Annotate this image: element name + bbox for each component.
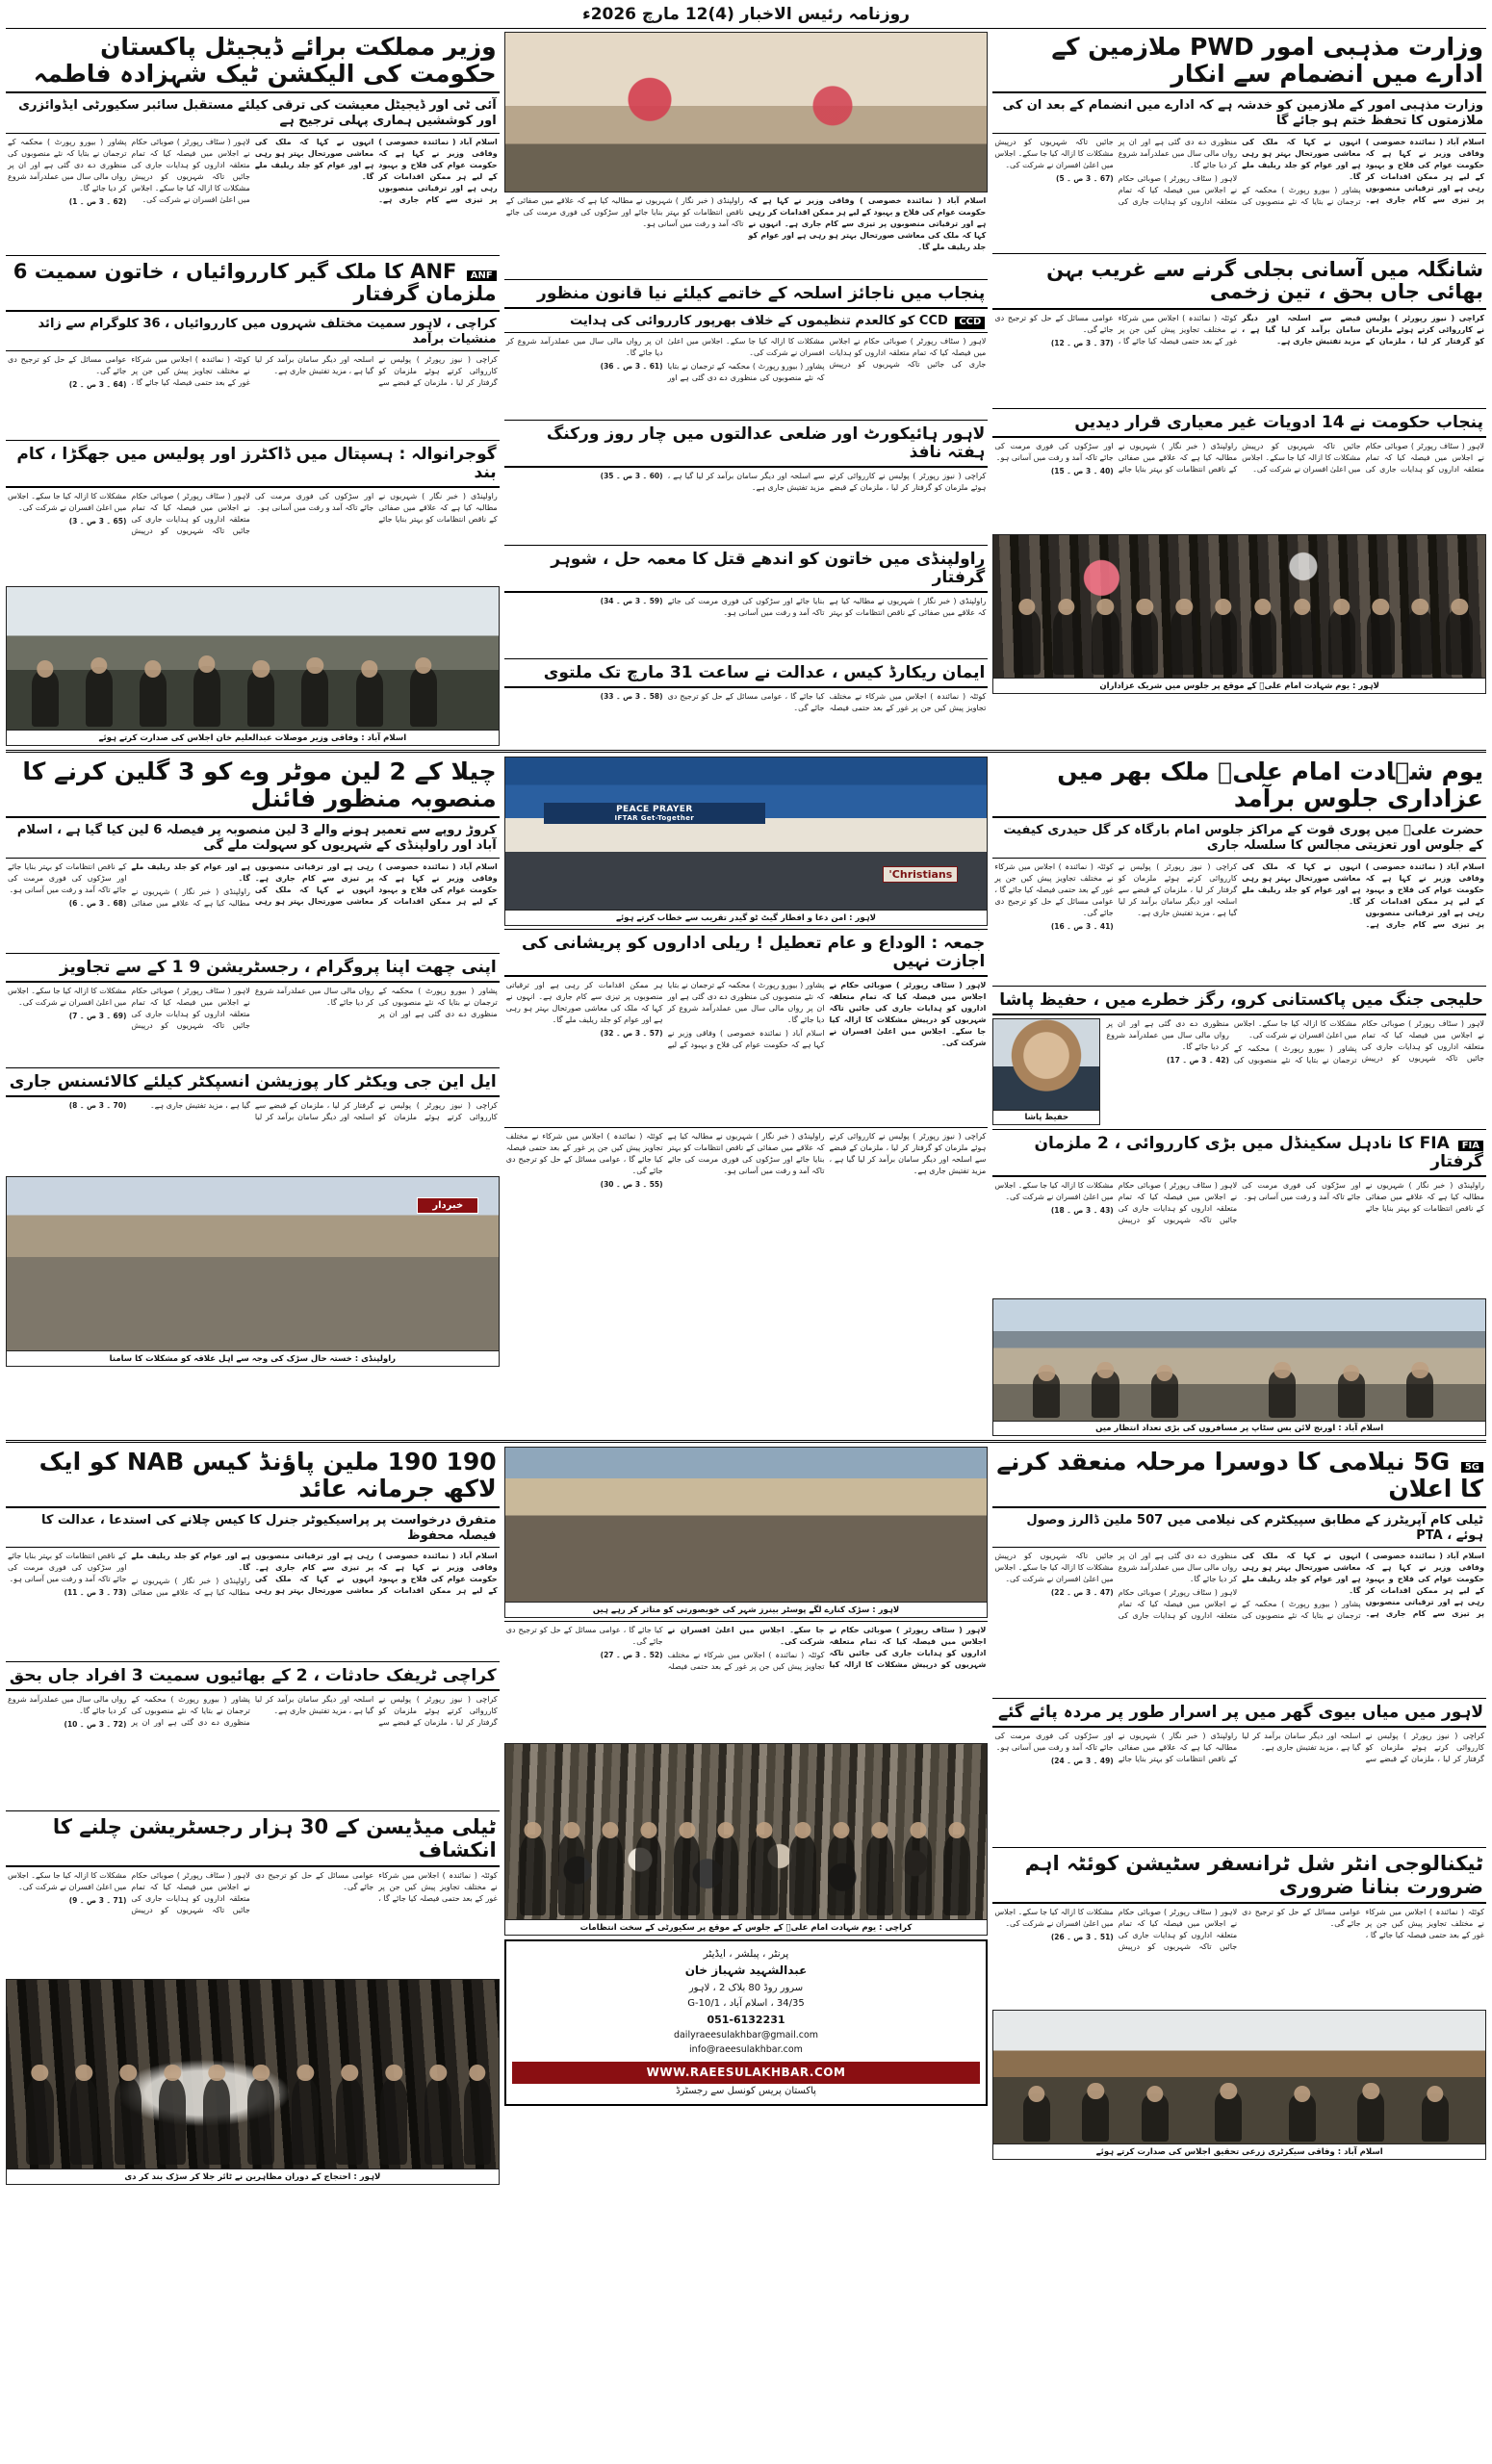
divider — [504, 1127, 989, 1128]
story-shangla-body: کراچی ( نیوز رپورٹر ) پولیس نے کارروائی کرتے ہوئے ملزمان کو گرفتار کر لیا ، ملزمان کے قبضے سے اسلحہ اور دیگر سامان برآمد کر لیا گیا ہے ، مزید تفتیش جاری ہے۔ کوئٹہ ( نمائندہ ) اجلاس میں شرکاء نے مختلف تجاویز پیش کیں جن پر غور کے بعد حتمی فیصلہ کیا جائے گا ، عوامی مسائل کے حل کو ترجیح دی جائے گی۔ (37 ۔ 3 ص ۔ 12) — [994, 313, 1484, 347]
story-lahore-house-body: کراچی ( نیوز رپورٹر ) پولیس نے کارروائی کرتے ہوئے ملزمان کو گرفتار کر لیا ، ملزمان کے قبضے سے اسلحہ اور دیگر سامان برآمد کر لیا گیا ہے ، مزید تفتیش جاری ہے۔ راولپنڈی ( خبر نگار ) شہریوں نے مطالبہ کیا ہے کہ علاقے میں صفائی کے ناقص انتظامات کو بہتر بنایا جائے اور سڑکوں کی فوری مرمت کی جائے تاکہ آمد و رفت میں آسانی ہو۔ (49 ۔ 3 ص ۔ 24) — [994, 1732, 1484, 1766]
imprint-address-2: 34/35 ، اسلام آباد ، G-10/1 — [687, 1997, 805, 2009]
divider — [6, 255, 500, 256]
story-alanis-body: کراچی ( نیوز رپورٹر ) پولیس نے کارروائی کرتے ہوئے ملزمان کو گرفتار کر لیا ، ملزمان کے قبضے سے اسلحہ اور دیگر سامان برآمد کر لیا گیا ہے ، مزید تفتیش جاری ہے۔ (70 ۔ 3 ص ۔ 8) — [68, 1100, 498, 1121]
divider — [992, 1698, 1486, 1699]
headline-shahadat[interactable]: یوم شہادت امام علیؓ ملک بھر میں عزاداری جلوس برآمد — [992, 757, 1486, 818]
photo-poster — [504, 1447, 989, 1618]
headline-pwd[interactable] — [992, 32, 1486, 93]
headline-digital[interactable]: وزیر مملکت برائے ڈیجیٹل پاکستان حکومت کی الیکشن ٹیک شہزادہ فاطمہ — [6, 32, 500, 93]
g5-tag: 5G — [1461, 1462, 1483, 1473]
photo-bus-caption: اسلام آباد : اورنج لائن بس سٹاپ پر مسافروں کی بڑی تعداد انتظار میں — [993, 1421, 1485, 1435]
masthead-title: روزنامہ رئیس الاخبار (4)12 مارچ 2026ء — [581, 5, 911, 24]
photo-karachi-procession — [504, 1743, 989, 1936]
story-naris-body: کوئٹہ ( نمائندہ ) اجلاس میں شرکاء نے مختلف تجاویز پیش کیں جن پر غور کے بعد حتمی فیصلہ کیا جائے گا ، عوامی مسائل کے حل کو ترجیح دی جائے گی۔ لاہور ( سٹاف رپورٹر ) صوبائی حکام نے اجلاس میں فیصلہ کیا کہ تمام متعلقہ اداروں کو ہدایات جاری کی جائیں تاکہ شہریوں کو درپیش مشکلات کا ازالہ کیا جا سکے۔ اجلاس میں اعلیٰ افسران نے شرکت کی۔ (51 ۔ 3 ص ۔ 26) — [994, 1908, 1484, 1952]
headline-lahore-house[interactable]: لاہور میں میاں بیوی گھر میں پر اسرار طور پر مردہ پائے گئے — [992, 1702, 1486, 1728]
headline-rawalpindi-woman[interactable]: راولپنڈی میں خاتون کو اندھے قتل کا معمہ حل ، شوہر گرفتار — [504, 549, 989, 593]
story-helicopter-body: لاہور ( سٹاف رپورٹر ) صوبائی حکام نے اجلاس میں فیصلہ کیا کہ تمام متعلقہ اداروں کو ہدایات جاری کی جائیں تاکہ شہریوں کو درپیش مشکلات کا ازالہ کیا جا سکے۔ اجلاس میں اعلیٰ افسران نے شرکت کی۔ پشاور ( بیورو رپورٹ ) محکمہ کے ترجمان نے بتایا کہ نئے منصوبوں کی منظوری دے دی گئی ہے اور ان پر رواں مالی سال میں عملدرآمد شروع کر دیا جائے گا۔ (42 ۔ 3 ص ۔ 17) — [1106, 1018, 1484, 1065]
subhead-pwd: وزارت مذہبی امور کے ملازمین کو خدشہ ہے کہ ادارے میں انضمام کے بعد ان کی ملازمتوں کا تحفظ ختم ہو جائے گا — [992, 96, 1486, 134]
imprint-email-alt[interactable]: info@raeesulakhbar.com — [689, 2044, 803, 2056]
street-warning-sign: خبردار — [417, 1197, 478, 1214]
story-pwd-body: اسلام آباد ( نمائندہ خصوصی ) وفاقی وزیر نے کہا ہے کہ حکومت عوام کی فلاح و بہبود کے لیے ہر ممکن اقدامات کر رہی ہے اور ترقیاتی منصوبوں پر تیزی سے کام جاری ہے۔ انہوں نے کہا کہ ملک کی معاشی صورتحال بہتر ہو رہی ہے اور عوام کو جلد ریلیف ملے گا۔ پشاور ( بیورو رپورٹ ) محکمہ کے ترجمان نے بتایا کہ نئے منصوبوں کی منظوری دے دی گئی ہے اور ان پر رواں مالی سال میں عملدرآمد شروع کر دیا جائے گا۔ لاہور ( سٹاف رپورٹر ) صوبائی حکام نے اجلاس میں فیصلہ کیا کہ تمام متعلقہ اداروں کو ہدایات جاری کی جائیں تاکہ شہریوں کو درپیش مشکلات کا ازالہ کیا جا سکے۔ اجلاس میں اعلیٰ افسران نے شرکت کی۔ (67 ۔ 3 ص ۔ 5) — [994, 137, 1484, 206]
column-left-3 — [6, 1447, 500, 2186]
headline-5g[interactable]: 5G 5G نیلامی کا دوسرا مرحلہ منعقد کرنے کا اعلان — [992, 1447, 1486, 1508]
divider — [992, 408, 1486, 409]
divider — [504, 658, 989, 659]
column-left-2 — [6, 757, 500, 1436]
row-three — [6, 1447, 1486, 2186]
ccd-tag: CCD — [955, 317, 985, 329]
column-center-3 — [504, 1447, 989, 2186]
photo-rally-caption: لاہور : یوم شہادت امام علیؓ کے موقع پر جلوس میں شریک عزاداران — [993, 678, 1485, 693]
column-center-2 — [504, 757, 989, 1436]
row-two — [6, 757, 1486, 1436]
subhead-shahadat: حضرت علیؓ میں پوری قوت کے مراکز جلوس امام بارگاہ کر گل حیدری کیفیت کے جلوس اور تعزیتی مجالس کا سلسلہ جاری — [992, 821, 1486, 859]
nab-number: 190 — [446, 1447, 497, 1476]
subhead-ccd: CCD CCD کو کالعدم تنظیموں کے خلاف بھرپور کارروائی کی ہدایت — [504, 312, 989, 333]
story-gujranwala-body: راولپنڈی ( خبر نگار ) شہریوں نے مطالبہ کیا ہے کہ علاقے میں صفائی کے ناقص انتظامات کو بہتر بنایا جائے اور سڑکوں کی فوری مرمت کی جائے تاکہ آمد و رفت میں آسانی ہو۔ لاہور ( سٹاف رپورٹر ) صوبائی حکام نے اجلاس میں فیصلہ کیا کہ تمام متعلقہ اداروں کو ہدایات جاری کی جائیں تاکہ شہریوں کو درپیش مشکلات کا ازالہ کیا جا سکے۔ اجلاس میں اعلیٰ افسران نے شرکت کی۔ (65 ۔ 3 ص ۔ 3) — [8, 492, 498, 536]
anf-tag: ANF — [467, 270, 497, 281]
imprint-box — [504, 1939, 989, 2106]
photo-meeting-isb — [6, 586, 500, 746]
headline-nab190[interactable]: 190 190 ملین پاؤنڈ کیس NAB کو ایک لاکھ جرمانہ عائد — [6, 1447, 500, 1508]
parc-figures — [993, 2011, 1485, 2143]
headline-fia[interactable]: FIA FIA کا نادہل سکینڈل میں بڑی کارروائی ، 2 ملزمان گرفتار — [992, 1133, 1486, 1177]
divider — [504, 279, 989, 280]
story-iman-body: کوئٹہ ( نمائندہ ) اجلاس میں شرکاء نے مختلف تجاویز پیش کیں جن پر غور کے بعد حتمی فیصلہ کیا جائے گا ، عوامی مسائل کے حل کو ترجیح دی جائے گی۔ (58 ۔ 3 ص ۔ 33) — [600, 692, 987, 713]
imprint-phone[interactable]: 051-6132231 — [707, 2013, 785, 2026]
divider — [504, 545, 989, 546]
headline-anf[interactable]: ANF ANF کا ملک گیر کارروائیاں ، خاتون سمیت 6 ملزمان گرفتار — [6, 259, 500, 312]
imprint-reg-note: پاکستان پریس کونسل سے رجسٹرڈ — [676, 2085, 816, 2096]
headline-naris[interactable]: ٹیکنالوجی انٹر شل ٹرانسفر سٹیشن کوئٹہ اہم ضرورت بنانا ضروری — [992, 1851, 1486, 1904]
divider — [6, 440, 500, 441]
photo-peace-caption: لاہور : امن دعا و افطار گیٹ ٹو گیدر تقریب سے خطاب کرتے ہوئے — [505, 910, 988, 925]
headline-shangla[interactable]: شانگلہ میں آسانی بجلی گرنے سے غریب بہن بھائی جاں بحق ، تین زخمی — [992, 257, 1486, 310]
photo-smoke-protest — [6, 1979, 500, 2185]
headline-karachi-accident[interactable]: کراچی ٹریفک حادثات ، 2 کے بھائیوں سمیت 3 افراد جاں بحق — [6, 1665, 500, 1691]
divider — [6, 953, 500, 954]
imprint-email[interactable]: dailyraeesulakhbar@gmail.com — [673, 2030, 819, 2041]
photo-rally — [992, 534, 1486, 694]
headline-punjab-ccd[interactable]: پنجاب میں ناجائز اسلحہ کے خاتمے کیلئے نیا قانون منظور — [504, 283, 989, 309]
photo-meeting-caption: اسلام آباد : وفاقی وزیر موصلات عبدالعلیم خان اجلاس کی صدارت کرتے ہوئے — [7, 730, 499, 745]
story-anf-body: کراچی ( نیوز رپورٹر ) پولیس نے کارروائی کرتے ہوئے ملزمان کو گرفتار کر لیا ، ملزمان کے قبضے سے اسلحہ اور دیگر سامان برآمد کر لیا گیا ہے ، مزید تفتیش جاری ہے۔ کوئٹہ ( نمائندہ ) اجلاس میں شرکاء نے مختلف تجاویز پیش کیں جن پر غور کے بعد حتمی فیصلہ کیا جائے گا ، عوامی مسائل کے حل کو ترجیح دی جائے گی۔ (64 ۔ 3 ص ۔ 2) — [8, 355, 498, 390]
photo-portrait-hafeez — [992, 1018, 1100, 1125]
headline-punjab-medicine[interactable]: پنجاب حکومت نے 14 ادویات غیر معیاری قرار دیدیں — [992, 412, 1486, 438]
story-center-3a: لاہور ( سٹاف رپورٹر ) صوبائی حکام نے اجلاس میں فیصلہ کیا کہ تمام متعلقہ اداروں کو ہدایات جاری کی جائیں تاکہ شہریوں کو درپیش مشکلات کا ازالہ کیا جا سکے۔ اجلاس میں اعلیٰ افسران نے شرکت کی۔ کوئٹہ ( نمائندہ ) اجلاس میں شرکاء نے مختلف تجاویز پیش کیں جن پر غور کے بعد حتمی فیصلہ کیا جائے گا ، عوامی مسائل کے حل کو ترجیح دی جائے گی۔ (52 ۔ 3 ص ۔ 27) — [505, 1625, 987, 1671]
photo-peace-prayer — [504, 757, 989, 926]
photo-shrine — [504, 32, 989, 192]
story-center-top: اسلام آباد ( نمائندہ خصوصی ) وفاقی وزیر نے کہا ہے کہ حکومت عوام کی فلاح و بہبود کے لیے ہر ممکن اقدامات کر رہی ہے اور ترقیاتی منصوبوں پر تیزی سے کام جاری ہے۔ انہوں نے کہا کہ ملک کی معاشی صورتحال بہتر ہو رہی ہے اور عوام کو جلد ریلیف ملے گا۔ راولپنڈی ( خبر نگار ) شہریوں نے مطالبہ کیا ہے کہ علاقے میں صفائی کے ناقص انتظامات کو بہتر بنایا جائے اور سڑکوں کی فوری مرمت کی جائے تاکہ آمد و رفت میں آسانی ہو۔ — [505, 196, 987, 251]
headline-iman-record[interactable]: ایمان ریکارڈ کیس ، عدالت نے ساعت 31 مارچ تک ملتوی — [504, 662, 989, 688]
story-medicine-body: لاہور ( سٹاف رپورٹر ) صوبائی حکام نے اجلاس میں فیصلہ کیا کہ تمام متعلقہ اداروں کو ہدایات جاری کی جائیں تاکہ شہریوں کو درپیش مشکلات کا ازالہ کیا جا سکے۔ اجلاس میں اعلیٰ افسران نے شرکت کی۔ راولپنڈی ( خبر نگار ) شہریوں نے مطالبہ کیا ہے کہ علاقے میں صفائی کے ناقص انتظامات کو بہتر بنایا جائے اور سڑکوں کی فوری مرمت کی جائے تاکہ آمد و رفت میں آسانی ہو۔ (40 ۔ 3 ص ۔ 15) — [994, 441, 1484, 475]
headline-blue-line[interactable]: اپنی چھت اپنا پروگرام ، رجسٹریشن 9 1 کے سے تجاویز — [6, 957, 500, 983]
imprint-website[interactable]: WWW.RAEESULAKHBAR.COM — [512, 2062, 981, 2084]
story-shahadat-body: اسلام آباد ( نمائندہ خصوصی ) وفاقی وزیر نے کہا ہے کہ حکومت عوام کی فلاح و بہبود کے لیے ہر ممکن اقدامات کر رہی ہے اور ترقیاتی منصوبوں پر تیزی سے کام جاری ہے۔ انہوں نے کہا کہ ملک کی معاشی صورتحال بہتر ہو رہی ہے اور عوام کو جلد ریلیف ملے گا۔ کراچی ( نیوز رپورٹر ) پولیس نے کارروائی کرتے ہوئے ملزمان کو گرفتار کر لیا ، ملزمان کے قبضے سے اسلحہ اور دیگر سامان برآمد کر لیا گیا ہے ، مزید تفتیش جاری ہے۔ کوئٹہ ( نمائندہ ) اجلاس میں شرکاء نے مختلف تجاویز پیش کیں جن پر غور کے بعد حتمی فیصلہ کیا جائے گا ، عوامی مسائل کے حل کو ترجیح دی جائے گی۔ (41 ۔ 3 ص ۔ 16) — [994, 861, 1484, 931]
headline-telemedicine[interactable]: ٹیلی میڈیسن کے 30 ہزار رجسٹریشن چلنے کا انکشاف — [6, 1814, 500, 1867]
photo-street-caption: راولپنڈی : خستہ حال سڑک کی وجہ سے اہل علاقہ کو مشکلات کا سامنا — [7, 1350, 499, 1366]
meeting-figures — [7, 587, 499, 730]
divider — [6, 1067, 500, 1068]
headline-alanis[interactable]: ایل این جی ویکٹر کار پوزیشن انسپکٹر کیلئے کالائسنس جاری — [6, 1071, 500, 1097]
section-divider-1 — [6, 750, 1486, 753]
fia-tag: FIA — [1458, 1141, 1483, 1151]
story-accident-body: کراچی ( نیوز رپورٹر ) پولیس نے کارروائی کرتے ہوئے ملزمان کو گرفتار کر لیا ، ملزمان کے قبضے سے اسلحہ اور دیگر سامان برآمد کر لیا گیا ہے ، مزید تفتیش جاری ہے۔ پشاور ( بیورو رپورٹ ) محکمہ کے ترجمان نے بتایا کہ نئے منصوبوں کی منظوری دے دی گئی ہے اور ان پر رواں مالی سال میں عملدرآمد شروع کر دیا جائے گا۔ (72 ۔ 3 ص ۔ 10) — [8, 1695, 498, 1730]
story-telemedicine-body: کوئٹہ ( نمائندہ ) اجلاس میں شرکاء نے مختلف تجاویز پیش کیں جن پر غور کے بعد حتمی فیصلہ کیا جائے گا ، عوامی مسائل کے حل کو ترجیح دی جائے گی۔ لاہور ( سٹاف رپورٹر ) صوبائی حکام نے اجلاس میں فیصلہ کیا کہ تمام متعلقہ اداروں کو ہدایات جاری کی جائیں تاکہ شہریوں کو درپیش مشکلات کا ازالہ کیا جا سکے۔ اجلاس میں اعلیٰ افسران نے شرکت کی۔ (71 ۔ 3 ص ۔ 9) — [8, 1871, 498, 1915]
headline-helicopter[interactable]: حلیجی جنگ میں پاکستانی کرو، رگز خطرے میں ، حفیظ پاشا — [992, 989, 1486, 1015]
column-right-2 — [992, 757, 1486, 1436]
divider — [504, 1621, 989, 1622]
row-top — [6, 32, 1486, 746]
column-center — [504, 32, 989, 746]
column-right — [992, 32, 1486, 746]
column-right-3 — [992, 1447, 1486, 2186]
photo-parc-caption: اسلام آباد : وفاقی سیکرٹری زرعی تحقیق اجلاس کی صدارت کرتے ہوئے — [993, 2143, 1485, 2159]
headline-jumma[interactable]: جمعہ : الوداع و عام تعطیل ! ریلی اداروں کو پریشانی کی اجازت نہیں — [504, 933, 989, 977]
subhead-anf: کراچی ، لاہور سمیت مختلف شہروں میں کارروائیاں ، 36 کلوگرام سے زائد منشیات برآمد — [6, 315, 500, 352]
headline-motorway[interactable]: چیلا کے 2 لین موٹر وے کو 3 گلین کرنے کا منصوبہ منظور فائنل — [6, 757, 500, 818]
peace-banner: PEACE PRAYER IFTAR Get-Together — [544, 803, 765, 824]
headline-pwd-text: وزارت مذہبی امور PWD ملازمین کے ادارے میں انضمام سے انکار — [1051, 33, 1483, 88]
subhead-motorway: کروڑ روپے سے تعمیر ہونے والے 3 لین منصوبہ پر فیصلہ 6 لین کیا گیا ہے ، اسلام آباد اور راولپنڈی کے شہریوں کو سہولت ملے گی — [6, 821, 500, 859]
story-lhc-body: کراچی ( نیوز رپورٹر ) پولیس نے کارروائی کرتے ہوئے ملزمان کو گرفتار کر لیا ، ملزمان کے قبضے سے اسلحہ اور دیگر سامان برآمد کر لیا گیا ہے ، مزید تفتیش جاری ہے۔ (60 ۔ 3 ص ۔ 35) — [600, 472, 987, 493]
story-jumma-body: لاہور ( سٹاف رپورٹر ) صوبائی حکام نے اجلاس میں فیصلہ کیا کہ تمام متعلقہ اداروں کو ہدایات جاری کی جائیں تاکہ شہریوں کو درپیش مشکلات کا ازالہ کیا جا سکے۔ اجلاس میں اعلیٰ افسران نے شرکت کی۔ پشاور ( بیورو رپورٹ ) محکمہ کے ترجمان نے بتایا کہ نئے منصوبوں کی منظوری دے دی گئی ہے اور ان پر رواں مالی سال میں عملدرآمد شروع کر دیا جائے گا۔ اسلام آباد ( نمائندہ خصوصی ) وفاقی وزیر نے کہا ہے کہ حکومت عوام کی فلاح و بہبود کے لیے ہر ممکن اقدامات کر رہی ہے اور ترقیاتی منصوبوں پر تیزی سے کام جاری ہے۔ انہوں نے کہا کہ ملک کی معاشی صورتحال بہتر ہو رہی ہے اور عوام کو جلد ریلیف ملے گا۔ (57 ۔ 3 ص ۔ 32) — [505, 981, 987, 1050]
crowd-figures — [993, 535, 1485, 678]
headline-gujranwala[interactable]: گوجرانوالہ : ہسپتال میں ڈاکٹرز اور پولیس میں جھگڑا ، کام بند — [6, 444, 500, 488]
photo-bus — [992, 1298, 1486, 1436]
divider — [992, 1129, 1486, 1130]
christians-sign: Christians' — [883, 866, 958, 883]
divider — [992, 253, 1486, 254]
imprint-label: پرنٹر ، پبلشر ، ایڈیٹر — [703, 1947, 789, 1960]
subhead-nab: متفرق درخواست پر پراسیکیوٹر جنرل کا کیس چلانے کی استدعا ، عدالت کا فیصلہ محفوظ — [6, 1511, 500, 1549]
headline-lhc[interactable]: لاہور ہائیکورٹ اور ضلعی عدالتوں میں چار روز ورکنگ ہفتہ نافذ — [504, 424, 989, 468]
section-divider-2 — [6, 1440, 1486, 1443]
procession-figures — [505, 1744, 988, 1919]
column-left — [6, 32, 500, 746]
story-fia-body: راولپنڈی ( خبر نگار ) شہریوں نے مطالبہ کیا ہے کہ علاقے میں صفائی کے ناقص انتظامات کو بہتر بنایا جائے اور سڑکوں کی فوری مرمت کی جائے تاکہ آمد و رفت میں آسانی ہو۔ لاہور ( سٹاف رپورٹر ) صوبائی حکام نے اجلاس میں فیصلہ کیا کہ تمام متعلقہ اداروں کو ہدایات جاری کی جائیں تاکہ شہریوں کو درپیش مشکلات کا ازالہ کیا جا سکے۔ اجلاس میں اعلیٰ افسران نے شرکت کی۔ (43 ۔ 3 ص ۔ 18) — [994, 1180, 1484, 1224]
story-motorway-body: اسلام آباد ( نمائندہ خصوصی ) وفاقی وزیر نے کہا ہے کہ حکومت عوام کی فلاح و بہبود کے لیے ہر ممکن اقدامات کر رہی ہے اور ترقیاتی منصوبوں پر تیزی سے کام جاری ہے۔ انہوں نے کہا کہ ملک کی معاشی صورتحال بہتر ہو رہی ہے اور عوام کو جلد ریلیف ملے گا۔ راولپنڈی ( خبر نگار ) شہریوں نے مطالبہ کیا ہے کہ علاقے میں صفائی کے ناقص انتظامات کو بہتر بنایا جائے اور سڑکوں کی فوری مرمت کی جائے تاکہ آمد و رفت میں آسانی ہو۔ (68 ۔ 3 ص ۔ 6) — [8, 861, 498, 908]
imprint-address-1: سرور روڈ 80 بلاک 2 ، لاہور — [688, 1982, 804, 1993]
divider — [504, 420, 989, 421]
story-digital-body: اسلام آباد ( نمائندہ خصوصی ) وفاقی وزیر نے کہا ہے کہ حکومت عوام کی فلاح و بہبود کے لیے ہر ممکن اقدامات کر رہی ہے اور ترقیاتی منصوبوں پر تیزی سے کام جاری ہے۔ انہوں نے کہا کہ ملک کی معاشی صورتحال بہتر ہو رہی ہے اور عوام کو جلد ریلیف ملے گا۔ لاہور ( سٹاف رپورٹر ) صوبائی حکام نے اجلاس میں فیصلہ کیا کہ تمام متعلقہ اداروں کو ہدایات جاری کی جائیں تاکہ شہریوں کو درپیش مشکلات کا ازالہ کیا جا سکے۔ اجلاس میں اعلیٰ افسران نے شرکت کی۔ پشاور ( بیورو رپورٹ ) محکمہ کے ترجمان نے بتایا کہ نئے منصوبوں کی منظوری دے دی گئی ہے اور ان پر رواں مالی سال میں عملدرآمد شروع کر دیا جائے گا۔ (62 ۔ 3 ص ۔ 1) — [8, 137, 498, 206]
photo-smoke-caption: لاہور : احتجاج کے دوران مظاہرین نے ٹائر جلا کر سڑک بند کر دی — [7, 2169, 499, 2184]
photo-portrait-caption: حفیظ پاشا — [993, 1110, 1099, 1124]
photo-karachi-caption: کراچی : یوم شہادت امام علیؓ کے جلوس کے موقع پر سکیورٹی کے سخت انتظامات — [505, 1919, 988, 1935]
masthead — [6, 0, 1486, 29]
photo-meeting-parc — [992, 2010, 1486, 2160]
divider — [504, 929, 989, 930]
divider — [6, 1661, 500, 1662]
photo-street — [6, 1176, 500, 1367]
subhead-5g: ٹیلی کام آپریٹرز کے مطابق سپیکٹرم کی نیلامی میں 507 ملین ڈالرز وصول ہوئے ، PTA — [992, 1511, 1486, 1549]
imprint-editor: عبدالشہید شہباز خان — [684, 1964, 808, 1978]
story-rawalpindi-body: راولپنڈی ( خبر نگار ) شہریوں نے مطالبہ کیا ہے کہ علاقے میں صفائی کے ناقص انتظامات کو بہتر بنایا جائے اور سڑکوں کی فوری مرمت کی جائے تاکہ آمد و رفت میں آسانی ہو۔ (59 ۔ 3 ص ۔ 34) — [600, 597, 987, 618]
divider — [6, 1810, 500, 1811]
story-5g-body: اسلام آباد ( نمائندہ خصوصی ) وفاقی وزیر نے کہا ہے کہ حکومت عوام کی فلاح و بہبود کے لیے ہر ممکن اقدامات کر رہی ہے اور ترقیاتی منصوبوں پر تیزی سے کام جاری ہے۔ انہوں نے کہا کہ ملک کی معاشی صورتحال بہتر ہو رہی ہے اور عوام کو جلد ریلیف ملے گا۔ پشاور ( بیورو رپورٹ ) محکمہ کے ترجمان نے بتایا کہ نئے منصوبوں کی منظوری دے دی گئی ہے اور ان پر رواں مالی سال میں عملدرآمد شروع کر دیا جائے گا۔ لاہور ( سٹاف رپورٹر ) صوبائی حکام نے اجلاس میں فیصلہ کیا کہ تمام متعلقہ اداروں کو ہدایات جاری کی جائیں تاکہ شہریوں کو درپیش مشکلات کا ازالہ کیا جا سکے۔ اجلاس میں اعلیٰ افسران نے شرکت کی۔ (47 ۔ 3 ص ۔ 22) — [994, 1552, 1484, 1621]
story-nab-body: اسلام آباد ( نمائندہ خصوصی ) وفاقی وزیر نے کہا ہے کہ حکومت عوام کی فلاح و بہبود کے لیے ہر ممکن اقدامات کر رہی ہے اور ترقیاتی منصوبوں پر تیزی سے کام جاری ہے۔ انہوں نے کہا کہ ملک کی معاشی صورتحال بہتر ہو رہی ہے اور عوام کو جلد ریلیف ملے گا۔ راولپنڈی ( خبر نگار ) شہریوں نے مطالبہ کیا ہے کہ علاقے میں صفائی کے ناقص انتظامات کو بہتر بنایا جائے اور سڑکوں کی فوری مرمت کی جائے تاکہ آمد و رفت میں آسانی ہو۔ (73 ۔ 3 ص ۔ 11) — [8, 1552, 498, 1598]
divider — [992, 986, 1486, 987]
bus-figures — [993, 1299, 1485, 1421]
story-center-misc: کراچی ( نیوز رپورٹر ) پولیس نے کارروائی کرتے ہوئے ملزمان کو گرفتار کر لیا ، ملزمان کے قبضے سے اسلحہ اور دیگر سامان برآمد کر لیا گیا ہے ، مزید تفتیش جاری ہے۔ راولپنڈی ( خبر نگار ) شہریوں نے مطالبہ کیا ہے کہ علاقے میں صفائی کے ناقص انتظامات کو بہتر بنایا جائے اور سڑکوں کی فوری مرمت کی جائے تاکہ آمد و رفت میں آسانی ہو۔ کوئٹہ ( نمائندہ ) اجلاس میں شرکاء نے مختلف تجاویز پیش کیں جن پر غور کے بعد حتمی فیصلہ کیا جائے گا ، عوامی مسائل کے حل کو ترجیح دی جائے گی۔ (55 ۔ 3 ص ۔ 30) — [505, 1132, 987, 1190]
protest-figures — [7, 1980, 499, 2169]
photo-poster-caption: لاہور : سڑک کنارے لگے پوسٹر بینرز شہر کی خوبصورتی کو متاثر کر رہے ہیں — [505, 1602, 988, 1617]
story-ccd-body: لاہور ( سٹاف رپورٹر ) صوبائی حکام نے اجلاس میں فیصلہ کیا کہ تمام متعلقہ اداروں کو ہدایات جاری کی جائیں تاکہ شہریوں کو درپیش مشکلات کا ازالہ کیا جا سکے۔ اجلاس میں اعلیٰ افسران نے شرکت کی۔ پشاور ( بیورو رپورٹ ) محکمہ کے ترجمان نے بتایا کہ نئے منصوبوں کی منظوری دے دی گئی ہے اور ان پر رواں مالی سال میں عملدرآمد شروع کر دیا جائے گا۔ (61 ۔ 3 ص ۔ 36) — [505, 337, 987, 383]
story-blueline-body: پشاور ( بیورو رپورٹ ) محکمہ کے ترجمان نے بتایا کہ نئے منصوبوں کی منظوری دے دی گئی ہے اور ان پر رواں مالی سال میں عملدرآمد شروع کر دیا جائے گا۔ لاہور ( سٹاف رپورٹر ) صوبائی حکام نے اجلاس میں فیصلہ کیا کہ تمام متعلقہ اداروں کو ہدایات جاری کی جائیں تاکہ شہریوں کو درپیش مشکلات کا ازالہ کیا جا سکے۔ اجلاس میں اعلیٰ افسران نے شرکت کی۔ (69 ۔ 3 ص ۔ 7) — [8, 986, 498, 1030]
subhead-digital: آئی ٹی اور ڈیجیٹل معیشت کی ترقی کیلئے مستقبل سائبر سکیورٹی ایڈوائزری اور کوششیں ہماری پہلی ترجیح ہے — [6, 96, 500, 134]
divider — [992, 1847, 1486, 1848]
